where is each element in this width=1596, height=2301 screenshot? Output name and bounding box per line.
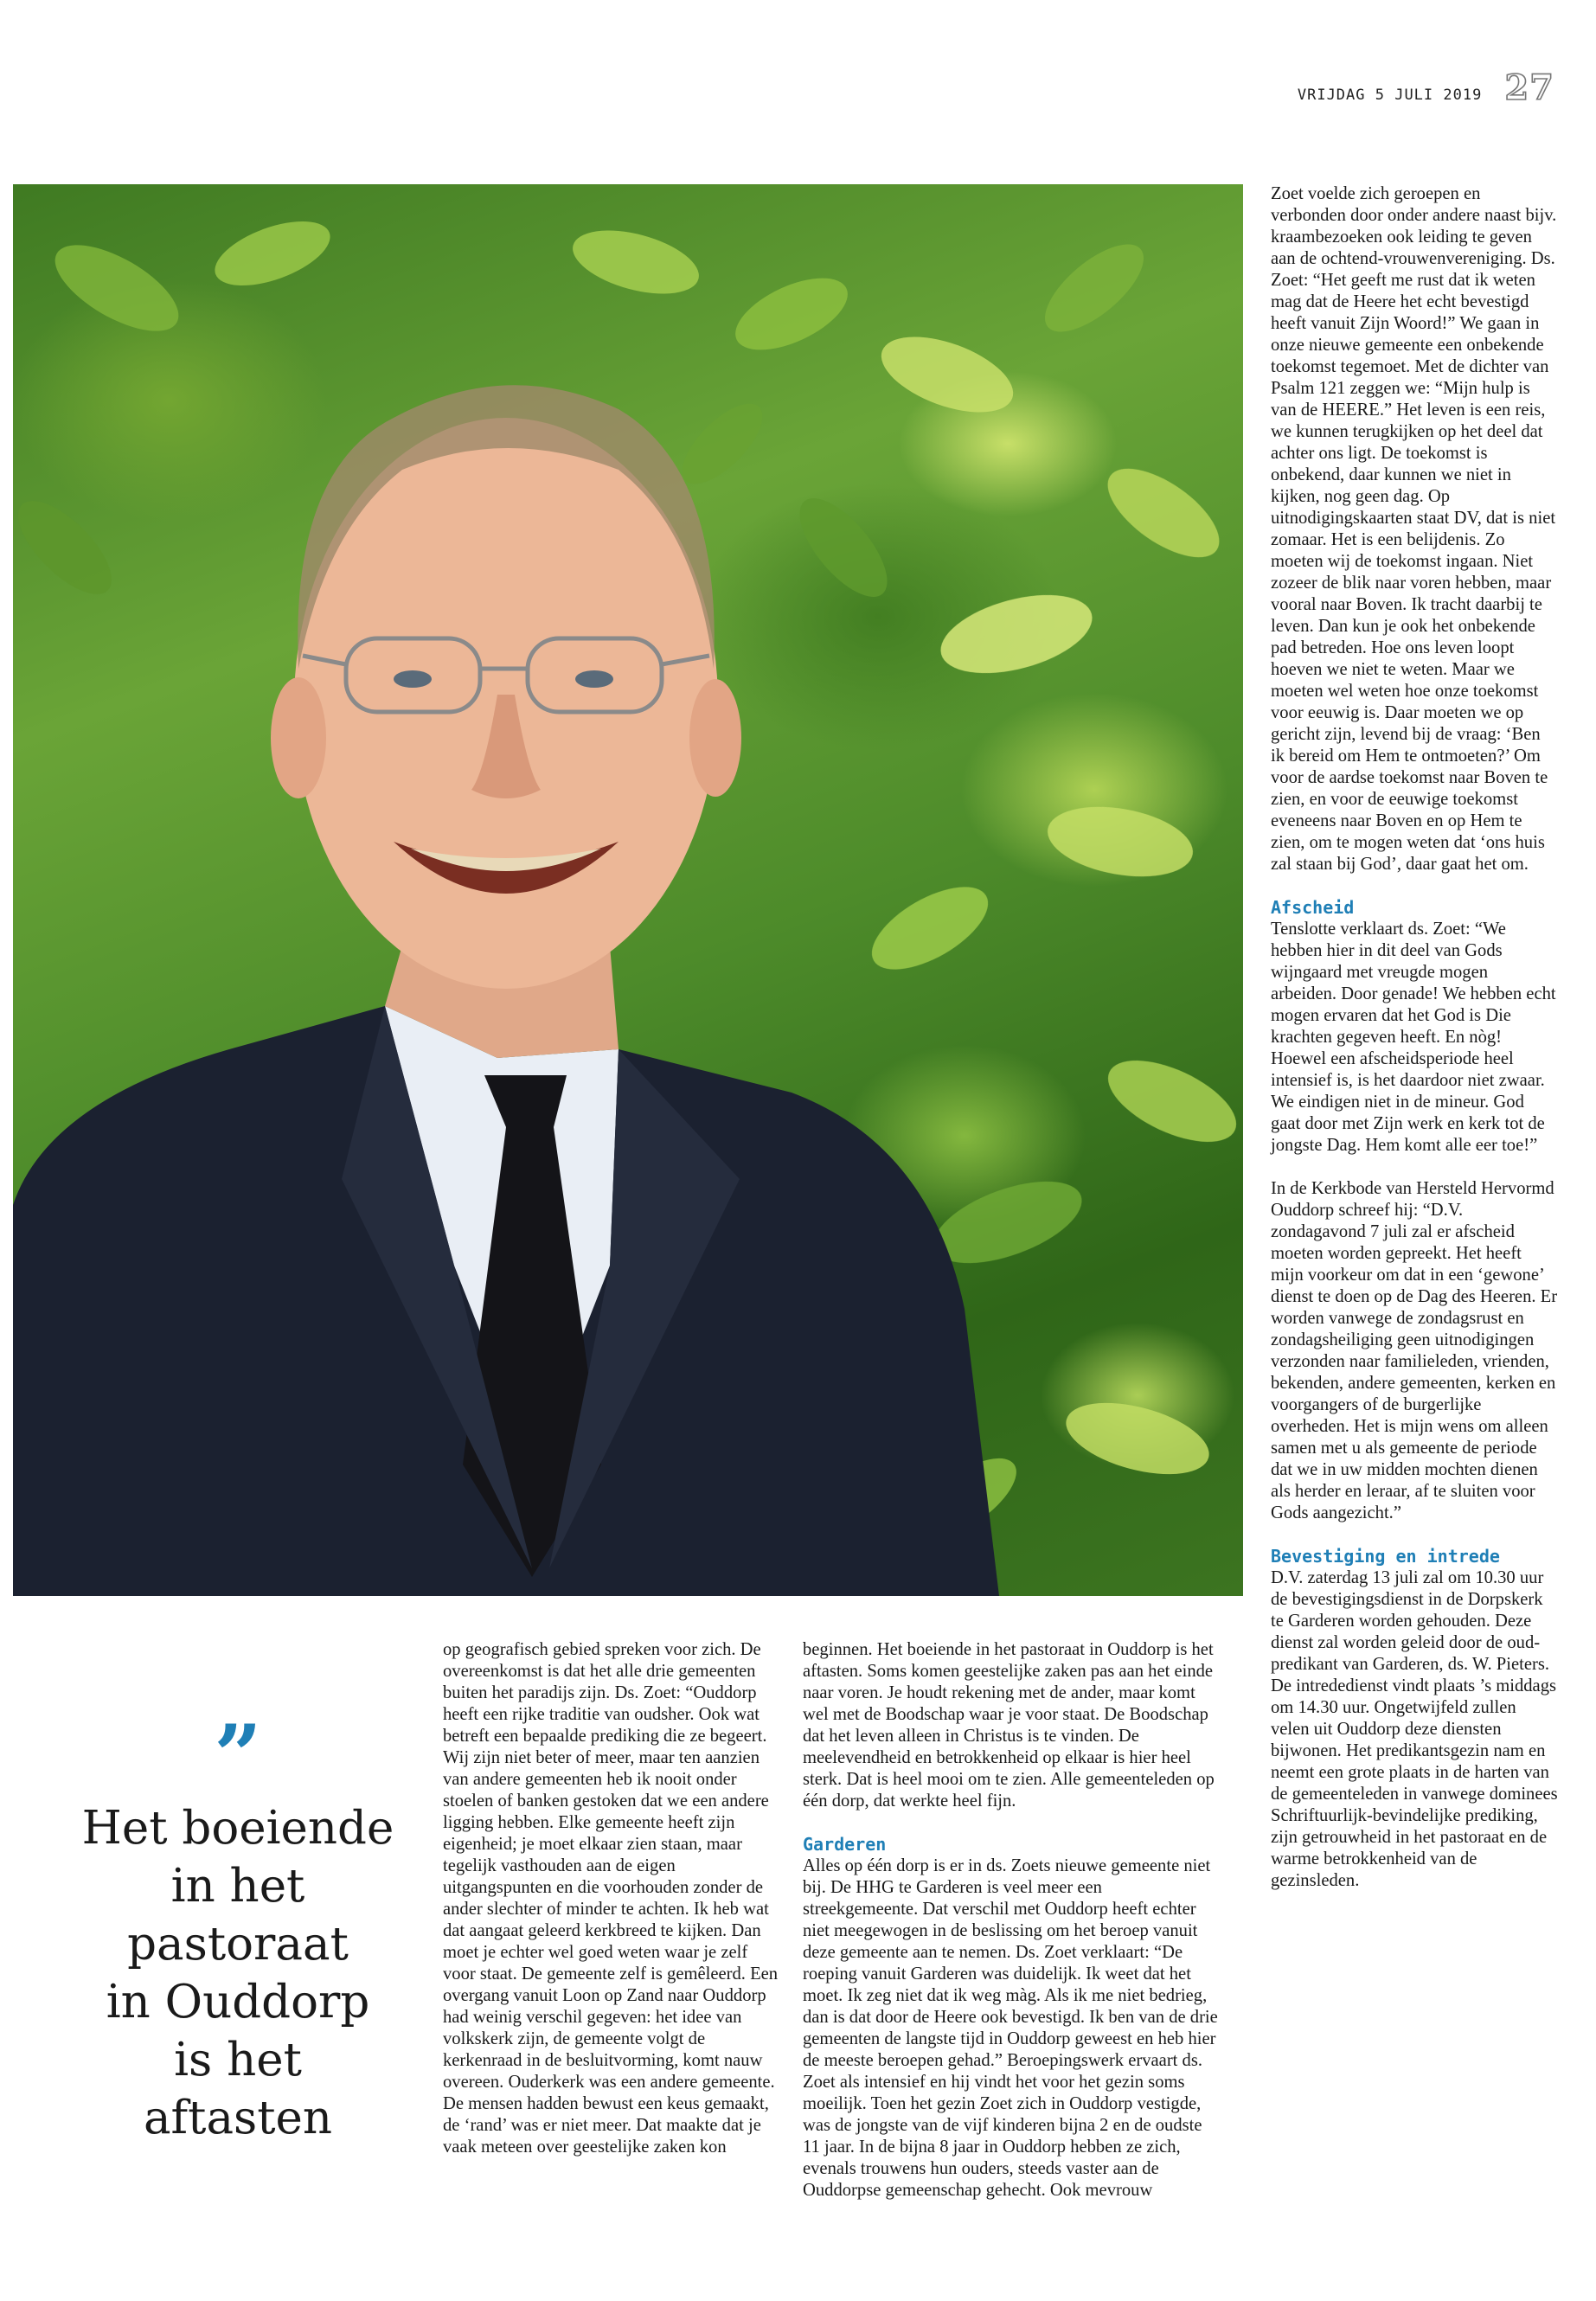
article-column-2 — [803, 1639, 1218, 2202]
pull-quote-line: aftasten — [143, 2092, 333, 2144]
pull-quote-line: in het — [170, 1860, 305, 1913]
article-paragraph: Zoet voelde zich geroepen en verbonden door onder andere naast bijv. kraambezoeken ook leiding te geven aan de ochtend-vrouwenvereniging. Ds. Zoet: “Het geeft me rust dat ik weten mag dat de Heere het echt bevestigd heeft vanuit Zijn Woord!” We gaan in onze nieuwe gemeente een onbekende toekomst tegemoet. Met de dichter van Psalm 121 zeggen we: “Mijn hulp is van de HEERE.” Het leven is een reis, we kunnen terugkijken op het deel dat achter ons ligt. De toekomst is onbekend, daar kunnen we niet in kijken, nog geen dag. Op uitnodigingskaarten staat DV, dat is niet zomaar. Het is een belijdenis. Zo moeten wij de toekomst ingaan. Niet zozeer de blik naar voren hebben, maar vooral naar Boven. Ik tracht daarbij te leven. Dan kun je ook het onbekende pad betreden. Hoe ons leven loopt hoeven we niet te weten. Maar we moeten wel weten hoe onze toekomst voor eeuwig is. Daar moeten we op gericht zijn, levend bij de vraag: ‘Ben ik bereid om Hem te ontmoeten?’ Om voor de aardse toekomst naar Boven te zien, en voor de eeuwige toekomst eveneens naar Boven en op Hem te zien, om te mogen weten dat ‘ons huis zal staan bij God’, daar gaat het om. — [1271, 184, 1557, 874]
pull-quote-line: pastoraat — [127, 1918, 349, 1971]
quote-icon: ” — [214, 1707, 262, 1804]
article-paragraph: op geografisch gebied spreken voor zich. De overeenkomst is dat het alle drie gemeenten buiten het paradijs zijn. Ds. Zoet: “Ouddorp heeft een rijke traditie van oudsher. Ook wat betreft een bepaalde prediking die ze begeert. Wij zijn niet beter of meer, maar ten aanzien van andere gemeenten heb ik nooit onder stoelen of banken gestoken dat we een andere ligging hebben. Elke gemeente heeft zijn eigenheid; je moet elkaar zien staan, maar tegelijk vasthouden aan de eigen uitgangspunten en die voorhouden zonder de ander slechter of minder te achten. Ik heb wat dat aangaat geleerd kerkbreed te kijken. Dan moet je echter wel goed weten waar je zelf voor staat. De gemeente zelf is gemêleerd. Een overgang vanuit Loon op Zand naar Ouddorp had weinig verschil gegeven: het idee van volkskerk zijn, de gemeente volgt de kerkenraad in de besluitvorming, komt nauw overeen. Ouderkerk was een andere gemeente. De mensen hadden bewust een keus gemaakt, de ‘rand’ was er niet meer. Dat maakte dat je vaak meteen over geestelijke zaken kon — [443, 1640, 779, 2157]
article-paragraph: Alles op één dorp is er in ds. Zoets nieuwe gemeente niet bij. De HHG te Garderen is veel meer een streekgemeente. Dat verschil met Ouddorp heeft echter niet meegewogen in de beslissing om het beroep vanuit deze gemeente aan te nemen. Ds. Zoet verklaart: “De roeping vanuit Garderen was duidelijk. Ik weet dat het moet. Ik zeg niet dat ik weg màg. Als ik me niet bedrieg, dan is dat door de Heere ook bevestigd. Ik ben van de drie gemeenten de langste tijd in Ouddorp geweest en heb hier de meeste beroepen gehad.” Beroepingswerk ervaart ds. Zoet als intensief en hij vindt het voor het gezin soms moeilijk. Toen het gezin Zoet zich in Ouddorp vestigde, was de jongste van de vijf kinderen bijna 2 en de oudste 11 jaar. In de bijna 8 jaar in Ouddorp hebben ze zich, evenals trouwens hun ouders, steeds vaster aan de Ouddorpse gemeenschap gehecht. Ook mevrouw — [803, 1856, 1218, 2200]
article-column-1 — [443, 1639, 780, 2158]
page-number: 27 — [1504, 67, 1554, 108]
article-column-3 — [1271, 183, 1558, 1892]
pull-quote-text — [52, 1799, 424, 2147]
issue-date: VRIJDAG 5 JULI 2019 — [1297, 87, 1483, 104]
article-paragraph: Tenslotte verklaart ds. Zoet: “We hebben hier in dit deel van Gods wijngaard met vreugde mogen arbeiden. Door genade! We hebben echt mogen ervaren dat het God is Die krachten gegeven heeft. En nòg! Hoewel een afscheidsperiode heel intensief is, is het daardoor niet zwaar. We eindigen niet in de mineur. God gaat door met Zijn werk en kerk tot de jongste Dag. Hem komt alle eer toe!” — [1271, 920, 1556, 1155]
portrait-illustration — [13, 184, 1243, 1596]
subheading-afscheid: Afscheid — [1271, 897, 1355, 918]
portrait-photo — [13, 184, 1243, 1596]
article-paragraph: beginnen. Het boeiende in het pastoraat in Ouddorp is het aftasten. Soms komen geestelijke zaken pas aan het einde naar voren. Je houdt rekening met de ander, maar komt wel met de Boodschap waar je voor staat. De Boodschap dat het leven alleen in Christus is te vinden. De meelevendheid en betrokkenheid op elkaar is hier heel sterk. Dat is heel mooi om te zien. Alle gemeenteleden op één dorp, dat werkte heel fijn. — [803, 1640, 1215, 1811]
subheading-garderen: Garderen — [803, 1834, 887, 1855]
pull-quote-line: is het — [174, 2034, 302, 2086]
subheading-bevestiging: Bevestiging en intrede — [1271, 1546, 1500, 1567]
page-header — [1298, 67, 1554, 111]
article-paragraph: D.V. zaterdag 13 juli zal om 10.30 uur de bevestigingsdienst in de Dorpskerk te Garderen worden gehouden. Deze dienst zal worden geleid door de oud-predikant van Garderen, ds. W. Pieters. De intrededienst vindt plaats ’s middags om 14.30 uur. Ongetwijfeld zullen velen uit Ouddorp deze diensten bijwonen. Het predikantsgezin nam en neemt een grote plaats in de harten van de gemeenteleden in vanwege dominees Schriftuurlijk-bevindelijke prediking, zijn getrouwheid in het pastoraat en de warme betrokkenheid van de gezinsleden. — [1271, 1568, 1558, 1890]
pull-quote-line: Het boeiende — [81, 1802, 394, 1855]
pull-quote-line: in Ouddorp — [106, 1976, 370, 2029]
article-paragraph: In de Kerkbode van Hersteld Hervormd Ouddorp schreef hij: “D.V. zondagavond 7 juli zal er afscheid moeten worden gepreekt. Het heeft mijn voorkeur om dat in een ‘gewone’ dienst te doen op de Dag des Heeren. Er worden vanwege de zondagsrust en zondagsheiliging geen uitnodigingen verzonden naar familieleden, vrienden, bekenden, andere gemeenten, kerken en voorgangers of de burgerlijke overheden. Het is mijn wens om alleen samen met u als gemeente de periode dat we in uw midden mochten dienen als herder en leraar, af te sluiten voor Gods aangezicht.” — [1271, 1179, 1558, 1522]
pull-quote — [52, 1707, 424, 2147]
